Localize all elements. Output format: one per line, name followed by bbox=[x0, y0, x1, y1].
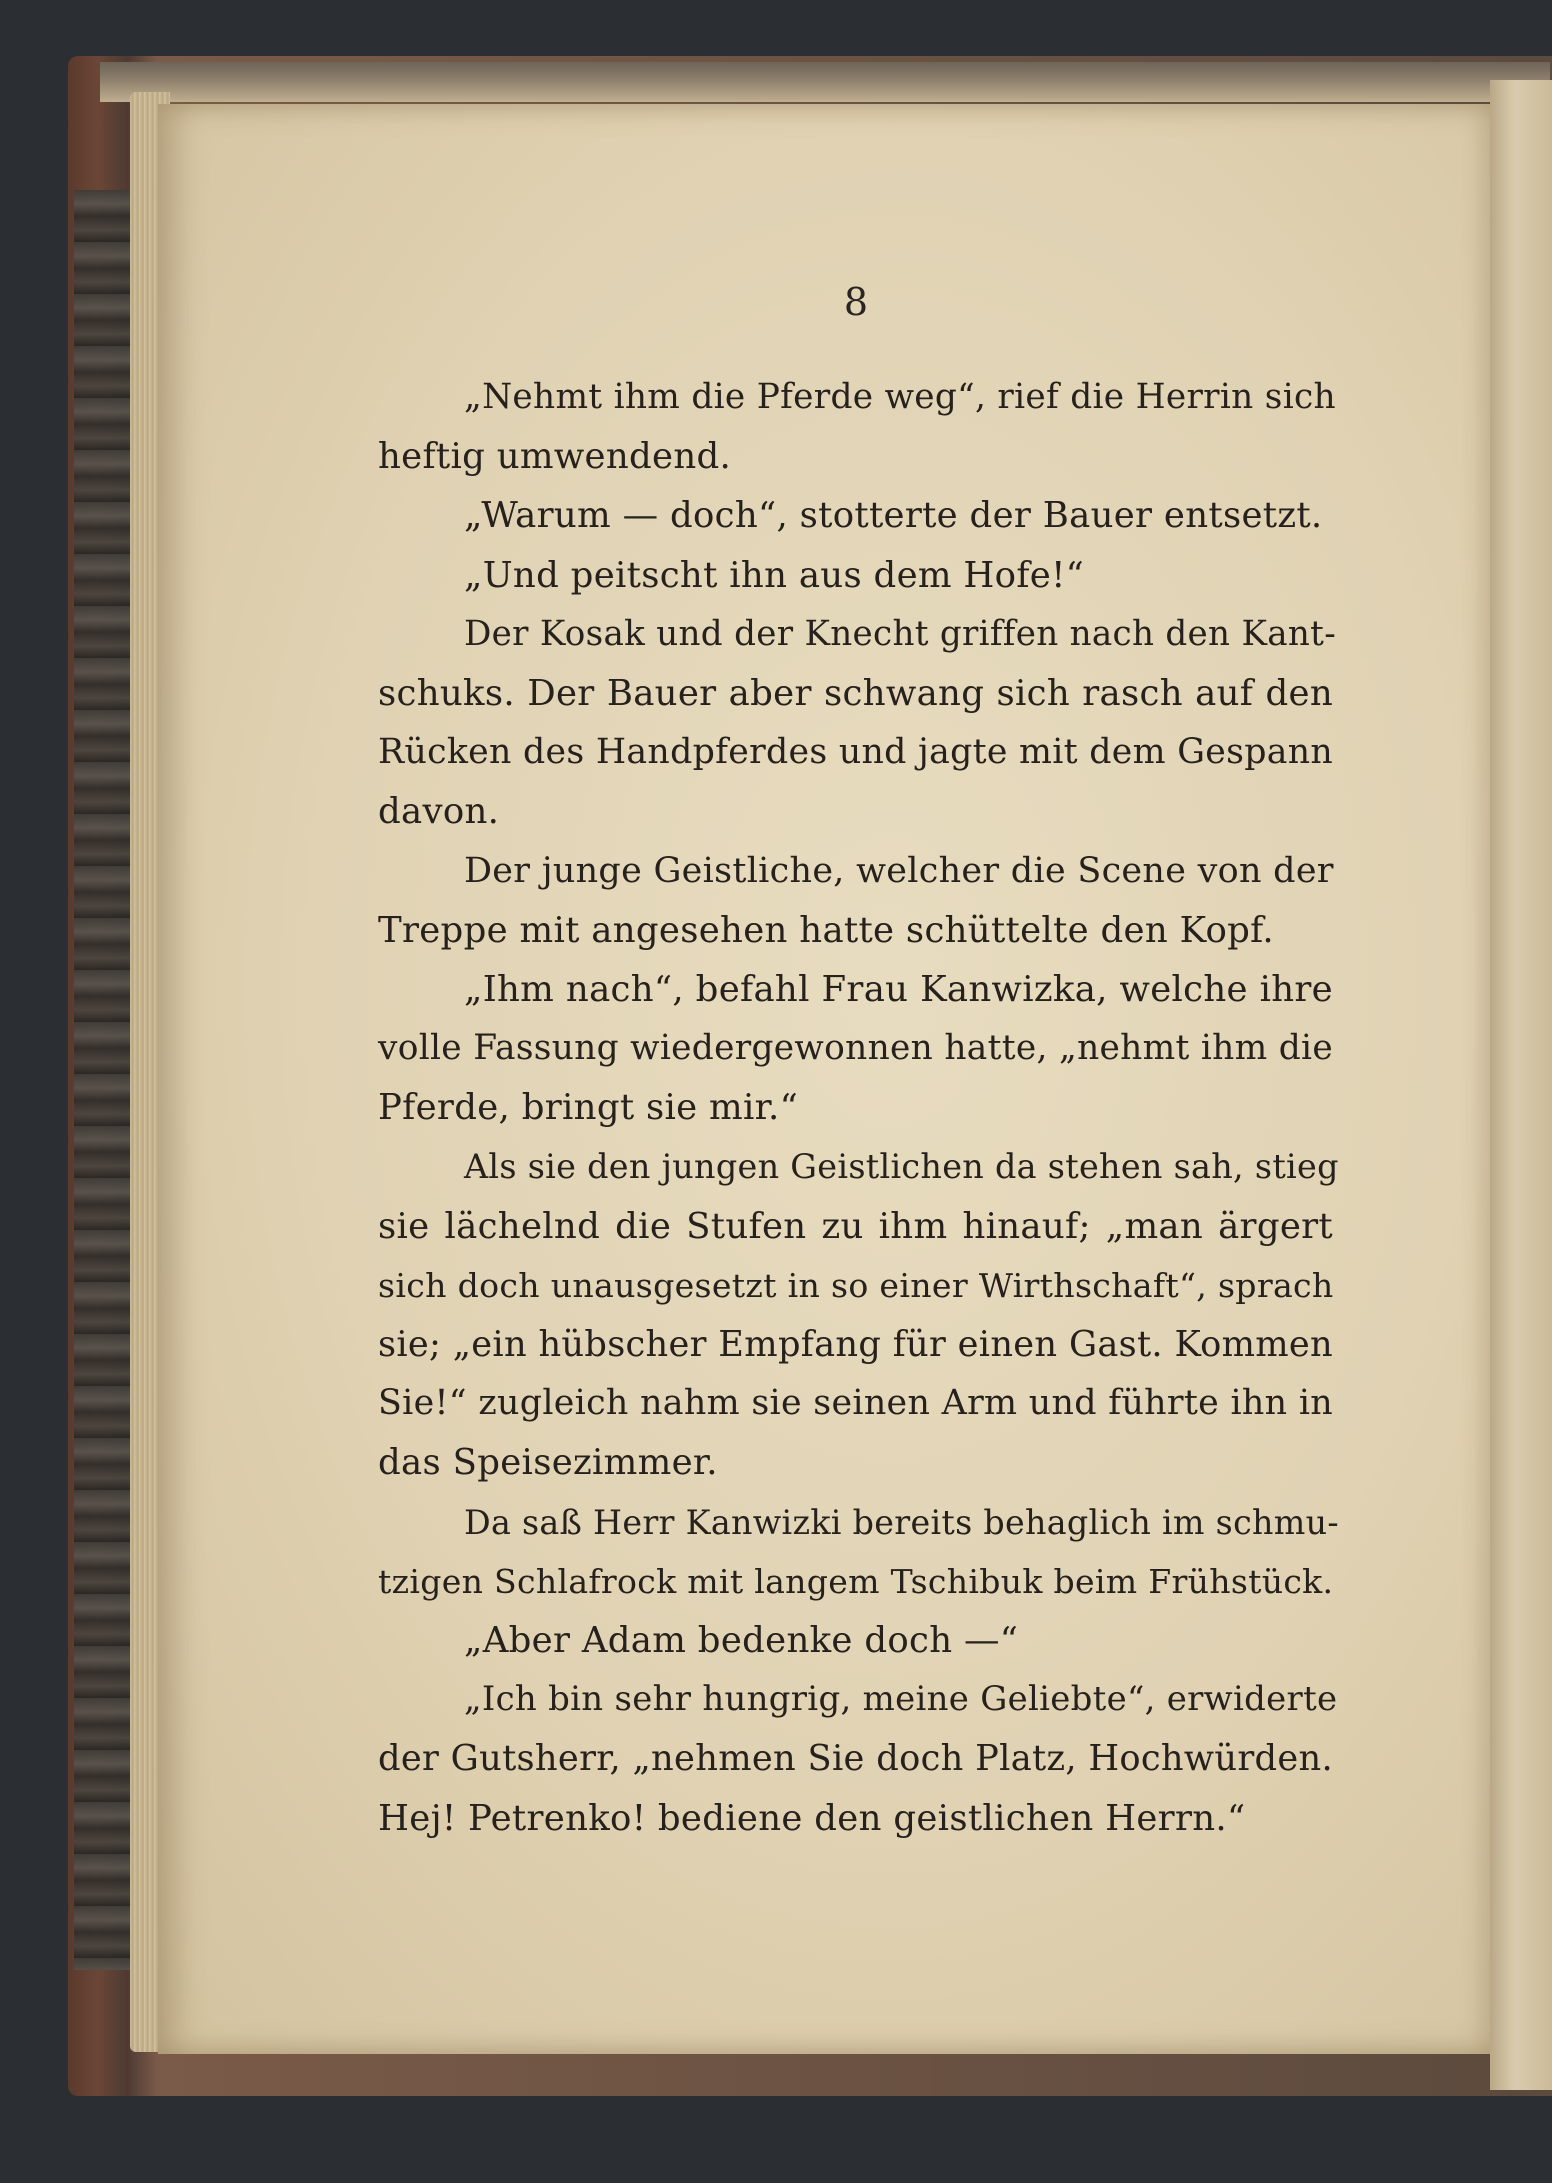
text-line: Pferde, bringt sie mir.“ bbox=[378, 1087, 799, 1129]
page-number: 8 bbox=[843, 280, 869, 324]
text-line: Der Kosak und der Knecht griffen nach den Kant- bbox=[464, 613, 1337, 654]
text-line: tzigen Schlafrock mit langem Tschibuk beim Frühstück. bbox=[378, 1561, 1334, 1601]
text-line: sie; „ein hübscher Empfang für einen Gast. Kommen bbox=[378, 1324, 1333, 1365]
text-line: Treppe mit angesehen hatte schüttelte den Kopf. bbox=[378, 909, 1274, 951]
text-line: Als sie den jungen Geistlichen da stehen sah, stieg bbox=[464, 1147, 1339, 1187]
text-line: Der junge Geistliche, welcher die Scene von der bbox=[464, 850, 1334, 891]
text-line: der Gutsherr, „nehmen Sie doch Platz, Hochwürden. bbox=[378, 1738, 1333, 1780]
text-line: „Ich bin sehr hungrig, meine Geliebte“, erwiderte bbox=[464, 1680, 1338, 1720]
text-line: heftig umwendend. bbox=[378, 436, 732, 478]
text-line: davon. bbox=[378, 791, 500, 833]
text-line: „Warum — doch“, stotterte der Bauer entsetzt. bbox=[464, 495, 1323, 537]
text-line: „Nehmt ihm die Pferde weg“, rief die Herrin sich bbox=[464, 377, 1336, 417]
book-top-edge bbox=[100, 62, 1550, 102]
text-line: Hej! Petrenko! bediene den geistlichen Herrn.“ bbox=[378, 1797, 1246, 1839]
text-line: „Ihm nach“, befahl Frau Kanwizka, welche ihre bbox=[464, 968, 1333, 1010]
text-line: sie lächelnd die Stufen zu ihm hinauf; „man ärgert bbox=[378, 1205, 1333, 1247]
text-line: volle Fassung wiedergewonnen hatte, „nehmt ihm die bbox=[378, 1028, 1333, 1069]
body-text bbox=[378, 368, 1339, 1848]
text-line: das Speisezimmer. bbox=[378, 1442, 718, 1484]
text-line: sich doch unausgesetzt in so einer Wirthschaft“, sprach bbox=[378, 1265, 1334, 1305]
text-line: „Aber Adam bedenke doch —“ bbox=[464, 1619, 1019, 1661]
text-line: „Und peitscht ihn aus dem Hofe!“ bbox=[464, 554, 1085, 596]
text-line: schuks. Der Bauer aber schwang sich rasch auf den bbox=[378, 672, 1333, 714]
text-line: Rücken des Handpferdes und jagte mit dem Gespann bbox=[378, 732, 1334, 773]
text-line: Sie!“ zugleich nahm sie seinen Arm und führte ihn in bbox=[378, 1383, 1333, 1424]
facing-page-edge bbox=[1490, 80, 1552, 2090]
text-line: Da saß Herr Kanwizki bereits behaglich im schmu- bbox=[464, 1502, 1339, 1542]
